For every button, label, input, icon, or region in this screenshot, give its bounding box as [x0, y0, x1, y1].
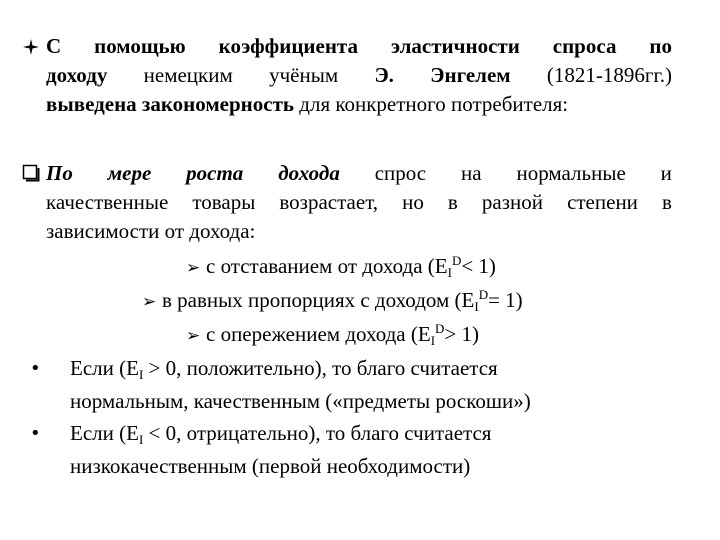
arrow-bullet-icon: ➢	[186, 258, 201, 278]
paragraph-engel	[46, 32, 672, 119]
paragraph-income-growth-line-1: По мере роста дохода спрос на нормальные и	[46, 161, 672, 185]
bullet-normal-good: Если ($E_I > 0$, положительно), то благо считается нормальным, качественным («предметы роскоши»)	[70, 356, 531, 413]
paragraph-engel-line-3: выведена закономерность для конкретного потребителя:	[46, 92, 569, 116]
paragraph-engel-line-1: С помощью коэффициента эластичности спроса по	[46, 34, 672, 58]
arrow-bullet-icon: ➢	[142, 292, 157, 312]
paragraph-income-growth	[46, 159, 672, 246]
case-lagging: ➢ с отставанием от дохода $(E_I^D< 1)$	[186, 252, 496, 283]
round-bullet-icon: •	[30, 423, 41, 444]
round-bullet-icon: •	[30, 358, 41, 379]
arrow-bullet-icon: ➢	[186, 326, 201, 346]
paragraph-income-growth-line-2: качественные товары возрастает, но в разной степени в	[46, 190, 672, 214]
case-leading: ➢ с опережением дохода $(E_I^D> 1)$	[186, 320, 479, 351]
paragraph-income-growth-line-3: зависимости от дохода:	[46, 219, 256, 243]
bullet-inferior-good: Если ($E_I < 0$, отрицательно), то благо считается низкокачественным (первой необходимости)	[70, 421, 492, 478]
case-proportional: ➢ в равных пропорциях с доходом $(E_I^D= 1)$	[142, 286, 523, 317]
paragraph-engel-line-2: доходу немецким учёным Э. Энгелем (1821-1896гг.)	[46, 63, 672, 87]
square-bullet-icon	[22, 159, 44, 190]
diamond-bullet-icon	[22, 32, 44, 64]
